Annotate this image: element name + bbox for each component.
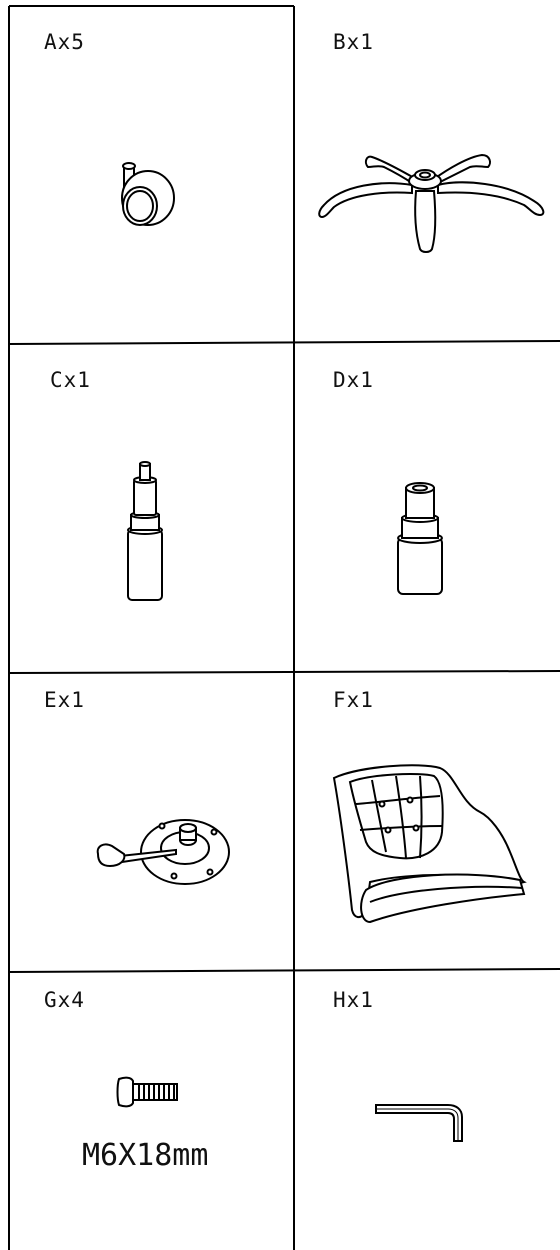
part-label: Cx1 (50, 368, 91, 392)
part-label: Hx1 (333, 988, 374, 1012)
tufted-seat-icon (330, 762, 530, 927)
bolt-spec: M6X18mm (82, 1138, 209, 1173)
bolt-icon (115, 1075, 181, 1109)
part-label: Bx1 (333, 30, 374, 54)
gas-lift-cylinder-icon (120, 460, 170, 605)
part-label: Dx1 (333, 368, 374, 392)
star-base-icon (312, 145, 552, 255)
cylinder-cover-icon (392, 480, 448, 600)
caster-wheel-icon (110, 160, 180, 235)
allen-key-icon (372, 1095, 468, 1143)
part-label: Ax5 (44, 30, 85, 54)
part-label: Ex1 (44, 688, 85, 712)
part-label: Fx1 (333, 688, 374, 712)
seat-mechanism-plate-icon (90, 810, 235, 890)
part-label: Gx4 (44, 988, 85, 1012)
